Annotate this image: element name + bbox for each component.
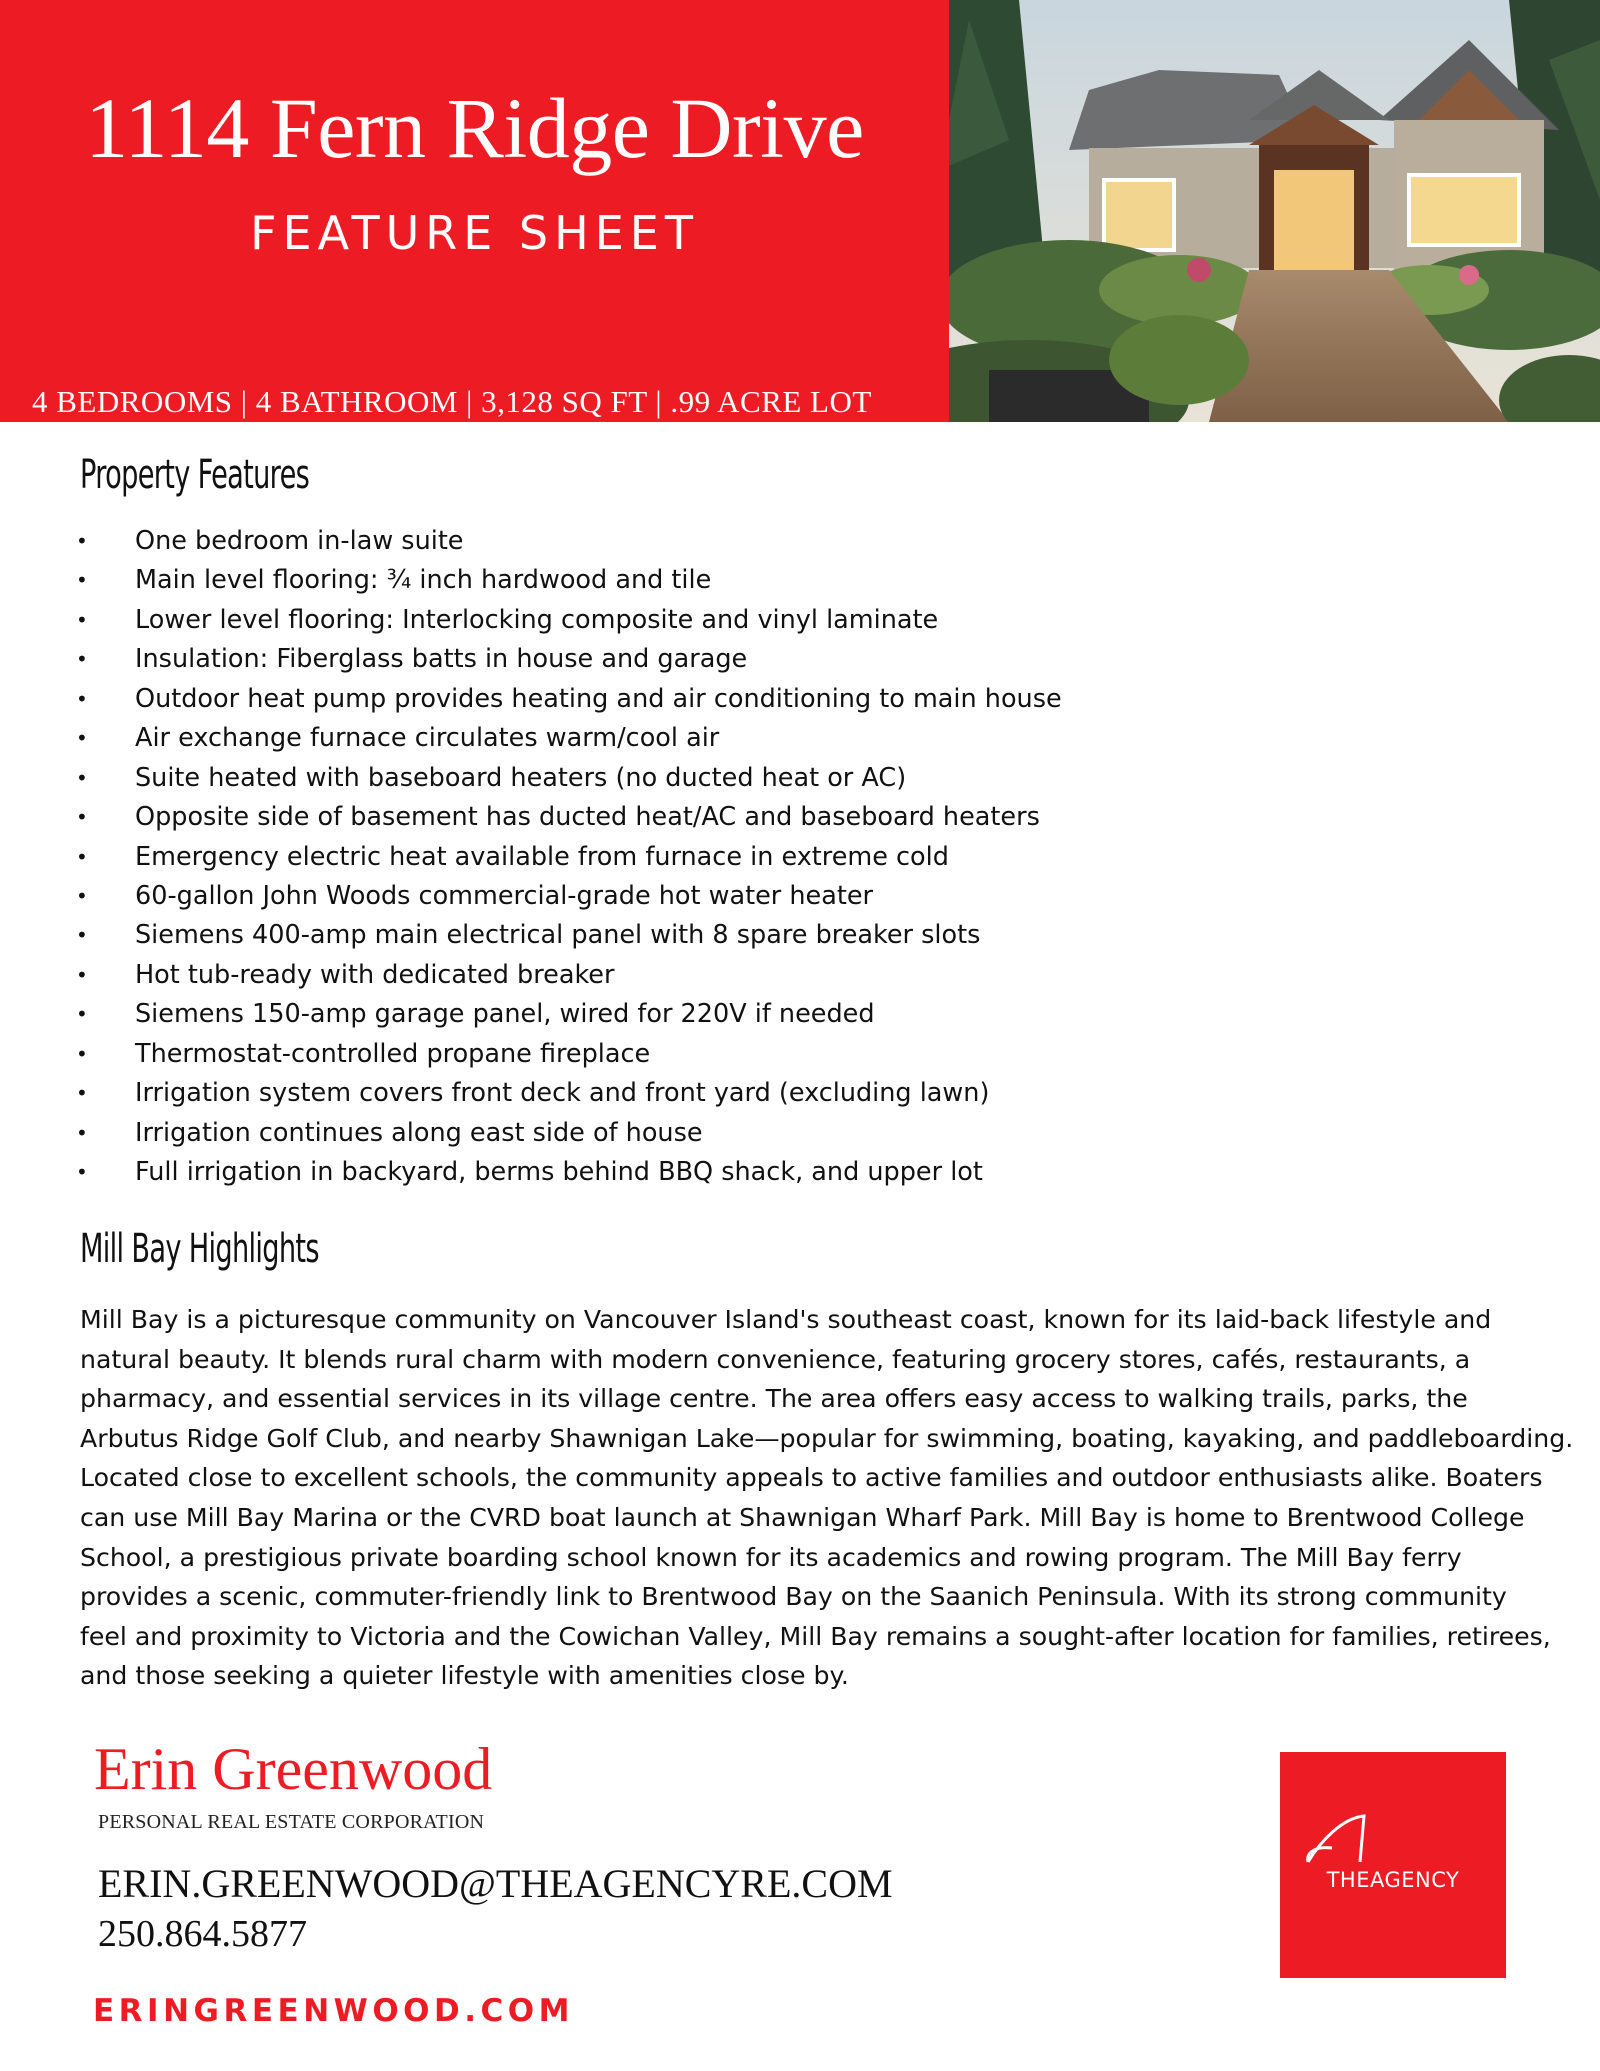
- mill-bay-paragraph: [80, 1300, 1574, 1696]
- bullet-icon: •: [76, 647, 88, 672]
- website-link[interactable]: ERINGREENWOOD.COM: [93, 1993, 574, 2029]
- paragraph-line: Arbutus Ridge Golf Club, and nearby Shawnigan Lake—popular for swimming, boating, kayaking, and paddleboarding.: [80, 1423, 1574, 1453]
- bullet-icon: •: [76, 607, 88, 632]
- agent-name: Erin Greenwood: [94, 1736, 493, 1802]
- feature-text: Suite heated with baseboard heaters (no ducted heat or AC): [135, 762, 907, 793]
- bullet-icon: •: [76, 765, 88, 790]
- feature-text: Siemens 400-amp main electrical panel with 8 spare breaker slots: [135, 920, 981, 951]
- feature-text: Hot tub-ready with dedicated breaker: [135, 959, 615, 990]
- feature-text: Thermostat-controlled propane fireplace: [135, 1038, 651, 1069]
- paragraph-line: feel and proximity to Victoria and the Cowichan Valley, Mill Bay remains a sought-after location for families, retirees,: [80, 1621, 1551, 1651]
- bullet-icon: •: [76, 923, 88, 948]
- header-banner: [0, 0, 949, 422]
- bullet-icon: •: [76, 529, 88, 553]
- paragraph-line: School, a prestigious private boarding school known for its academics and rowing program. The Mill Bay ferry: [80, 1542, 1462, 1572]
- bullet-icon: •: [76, 805, 88, 830]
- paragraph-line: pharmacy, and essential services in its village centre. The area offers easy access to walking trails, parks, the: [80, 1384, 1468, 1414]
- bullet-icon: •: [76, 962, 88, 987]
- house-photo: [949, 0, 1600, 422]
- agent-corporation: PERSONAL REAL ESTATE CORPORATION: [98, 1811, 485, 1833]
- bullet-icon: •: [76, 568, 88, 593]
- property-stats: 4 BEDROOMS | 4 BATHROOM | 3,128 SQ FT | .99 ACRE LOT: [32, 384, 872, 419]
- feature-text: Full irrigation in backyard, berms behind BBQ shack, and upper lot: [135, 1157, 983, 1187]
- bullet-icon: •: [76, 726, 88, 751]
- feature-text: Insulation: Fiberglass batts in house and garage: [135, 644, 748, 675]
- agency-logo: [1280, 1752, 1506, 1978]
- bullet-icon: •: [76, 1081, 88, 1106]
- bullet-icon: •: [76, 1160, 88, 1184]
- paragraph-line: Mill Bay is a picturesque community on Vancouver Island's southeast coast, known for its laid-back lifestyle and: [80, 1305, 1492, 1334]
- property-address-title: 1114 Fern Ridge Drive: [85, 80, 864, 176]
- bullet-icon: •: [76, 686, 88, 711]
- paragraph-line: can use Mill Bay Marina or the CVRD boat launch at Shawnigan Wharf Park. Mill Bay is home to Brentwood College: [80, 1502, 1525, 1532]
- feature-sheet-subtitle: FEATURE SHEET: [250, 206, 699, 260]
- agency-logo-text: THEAGENCY: [1326, 1868, 1460, 1892]
- feature-text: Irrigation continues along east side of house: [135, 1117, 703, 1148]
- bullet-icon: •: [76, 883, 88, 908]
- house-illustration: [949, 0, 1600, 422]
- feature-text: Main level flooring: ¾ inch hardwood and tile: [135, 565, 712, 596]
- bullet-icon: •: [76, 1002, 88, 1027]
- feature-text: Irrigation system covers front deck and front yard (excluding lawn): [135, 1078, 990, 1109]
- agency-a-logo-icon: [1302, 1812, 1382, 1868]
- bullet-icon: •: [76, 1041, 88, 1066]
- feature-text: Air exchange furnace circulates warm/cool air: [135, 723, 720, 754]
- mill-bay-highlights-heading: Mill Bay Highlights: [80, 1226, 319, 1272]
- paragraph-line: Located close to excellent schools, the community appeals to active families and outdoor enthusiasts alike. Boaters: [80, 1463, 1543, 1493]
- agent-phone-link[interactable]: 250.864.5877: [98, 1913, 307, 1955]
- bullet-icon: •: [76, 1120, 88, 1145]
- agent-email-link[interactable]: ERIN.GREENWOOD@THEAGENCYRE.COM: [98, 1861, 893, 1906]
- feature-text: 60-gallon John Woods commercial-grade hot water heater: [135, 880, 874, 911]
- feature-text: Opposite side of basement has ducted heat/AC and baseboard heaters: [135, 802, 1040, 833]
- feature-text: Outdoor heat pump provides heating and air conditioning to main house: [135, 683, 1062, 714]
- property-features-heading: Property Features: [80, 452, 310, 498]
- paragraph-line: provides a scenic, commuter-friendly link to Brentwood Bay on the Saanich Peninsula. With its strong community: [80, 1582, 1507, 1612]
- feature-text: One bedroom in-law suite: [135, 526, 464, 556]
- feature-text: Siemens 150-amp garage panel, wired for 220V if needed: [135, 999, 875, 1030]
- feature-text: Lower level flooring: Interlocking composite and vinyl laminate: [135, 604, 939, 635]
- bullet-icon: •: [76, 844, 88, 869]
- paragraph-line: and those seeking a quieter lifestyle with amenities close by.: [80, 1661, 849, 1691]
- feature-text: Emergency electric heat available from furnace in extreme cold: [135, 841, 949, 872]
- paragraph-line: natural beauty. It blends rural charm with modern convenience, featuring grocery stores, cafés, restaurants, a: [80, 1344, 1471, 1374]
